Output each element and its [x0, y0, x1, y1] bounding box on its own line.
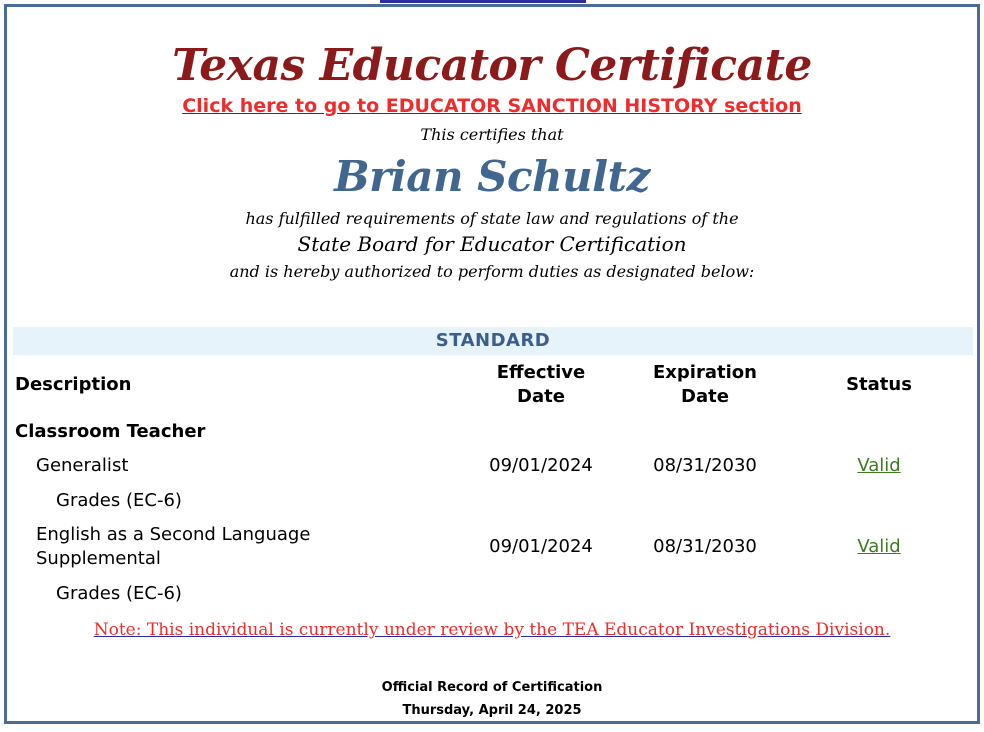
row2-status-link[interactable]: Valid	[857, 536, 901, 557]
row2-grades: Grades (EC-6)	[56, 583, 182, 604]
row2-expiration-date: 08/31/2030	[653, 536, 757, 557]
row2-description-line2: Supplemental	[36, 548, 161, 569]
standard-section-header: STANDARD	[13, 327, 973, 355]
investigation-review-note: Note: This individual is currently under review by the TEA Educator Investigations Division.	[93, 620, 891, 640]
top-partial-bar	[380, 0, 586, 3]
header-effective-date	[461, 361, 621, 409]
sanction-link-wrapper	[0, 95, 984, 117]
board-line: State Board for Educator Certification	[297, 232, 687, 256]
row1-status-link[interactable]: Valid	[857, 455, 901, 476]
row2-status-cell	[799, 535, 959, 559]
row2-description-line1: English as a Second Language	[36, 524, 311, 545]
official-record-label: Official Record of Certification	[381, 680, 603, 695]
header-expiration-date	[625, 361, 785, 409]
certificate-title: Texas Educator Certificate	[172, 40, 812, 91]
header-effective-line1: Effective	[496, 362, 586, 383]
row2-effective-date: 09/01/2024	[489, 536, 593, 557]
row1-expiration-date: 08/31/2030	[653, 455, 757, 476]
fulfilled-line: has fulfilled requirements of state law and regulations of the	[245, 209, 739, 228]
row1-description: Generalist	[36, 455, 129, 476]
header-effective-line2: Date	[517, 386, 565, 407]
category-classroom-teacher: Classroom Teacher	[15, 421, 206, 442]
record-date: Thursday, April 24, 2025	[402, 703, 582, 718]
row1-effective-date: 09/01/2024	[489, 455, 593, 476]
holder-name: Brian Schultz	[334, 152, 650, 201]
row1-status-cell	[799, 454, 959, 478]
certifies-line: This certifies that	[420, 125, 564, 144]
header-description: Description	[15, 374, 132, 395]
authorized-line: and is hereby authorized to perform duties as designated below:	[229, 262, 755, 281]
sanction-history-link[interactable]: Click here to go to EDUCATOR SANCTION HISTORY section	[182, 95, 802, 117]
row1-grades: Grades (EC-6)	[56, 490, 182, 511]
header-status: Status	[846, 374, 912, 395]
header-expiration-line2: Date	[681, 386, 729, 407]
header-expiration-line1: Expiration	[653, 362, 757, 383]
